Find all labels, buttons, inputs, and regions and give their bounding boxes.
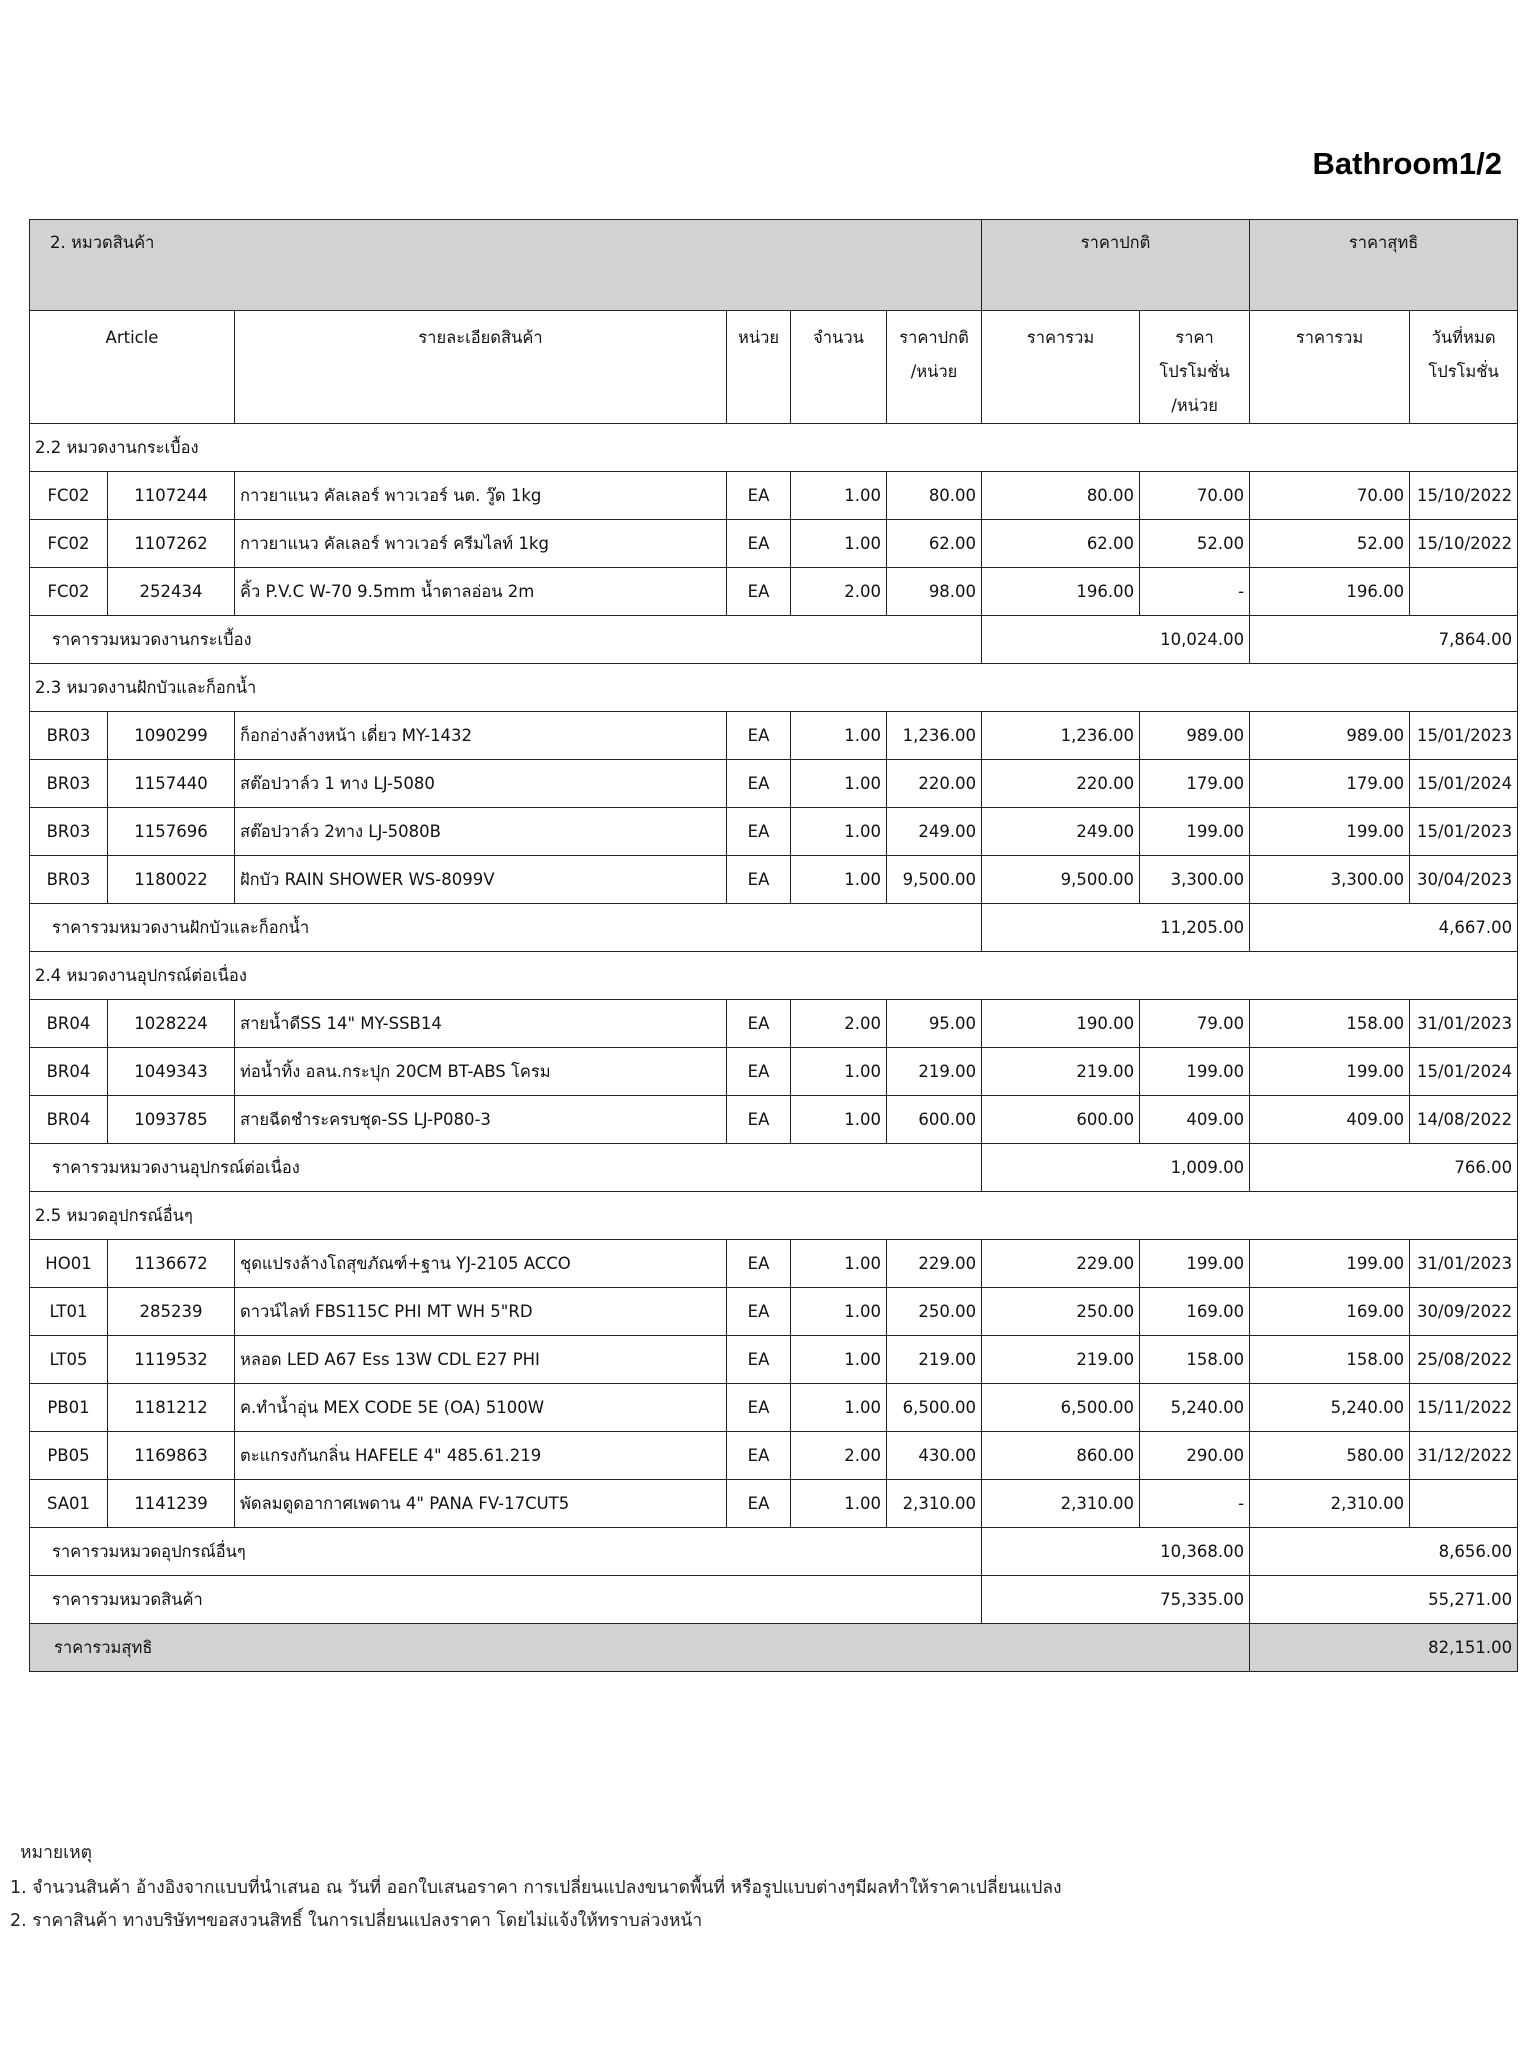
item-promo-total: 989.00 <box>1250 712 1410 760</box>
item-promo-price: 79.00 <box>1140 1000 1250 1048</box>
subtotal-net: 8,656.00 <box>1250 1528 1518 1576</box>
col-unit: หน่วย <box>727 311 791 424</box>
column-header-row <box>30 311 1518 424</box>
item-promo-end-date <box>1410 1480 1518 1528</box>
item-promo-end-date <box>1410 568 1518 616</box>
item-promo-price: - <box>1140 1480 1250 1528</box>
item-total: 2,310.00 <box>982 1480 1140 1528</box>
item-promo-total: 409.00 <box>1250 1096 1410 1144</box>
section-title-row <box>30 424 1518 472</box>
quotation-table <box>29 219 1518 1672</box>
table-row <box>30 1432 1518 1480</box>
item-unit-price: 2,310.00 <box>887 1480 982 1528</box>
item-article: 252434 <box>108 568 235 616</box>
item-quantity: 1.00 <box>791 1096 887 1144</box>
item-article: 1049343 <box>108 1048 235 1096</box>
item-code: BR03 <box>30 712 108 760</box>
item-promo-price: 199.00 <box>1140 1048 1250 1096</box>
item-unit-price: 220.00 <box>887 760 982 808</box>
item-total: 219.00 <box>982 1336 1140 1384</box>
subtotal-normal: 10,024.00 <box>982 616 1250 664</box>
item-code: PB01 <box>30 1384 108 1432</box>
item-description: ค.ทำน้ำอุ่น MEX CODE 5E (OA) 5100W <box>235 1384 727 1432</box>
item-description: ฝักบัว RAIN SHOWER WS-8099V <box>235 856 727 904</box>
item-promo-end-date: 15/01/2023 <box>1410 712 1518 760</box>
item-promo-total: 196.00 <box>1250 568 1410 616</box>
item-quantity: 1.00 <box>791 1288 887 1336</box>
item-unit-price: 430.00 <box>887 1432 982 1480</box>
item-promo-end-date: 31/12/2022 <box>1410 1432 1518 1480</box>
item-promo-total: 70.00 <box>1250 472 1410 520</box>
category-total-row <box>30 1576 1518 1624</box>
item-quantity: 1.00 <box>791 472 887 520</box>
item-promo-end-date: 14/08/2022 <box>1410 1096 1518 1144</box>
item-promo-end-date: 15/01/2024 <box>1410 1048 1518 1096</box>
item-promo-end-date: 15/10/2022 <box>1410 520 1518 568</box>
item-code: FC02 <box>30 568 108 616</box>
item-code: LT05 <box>30 1336 108 1384</box>
grand-total-row <box>30 1624 1518 1672</box>
item-total: 80.00 <box>982 472 1140 520</box>
item-unit: EA <box>727 568 791 616</box>
section-title: 2.3 หมวดงานฝักบัวและก็อกน้ำ <box>30 664 1518 712</box>
section-title-row <box>30 664 1518 712</box>
item-promo-end-date: 15/01/2024 <box>1410 760 1518 808</box>
item-article: 1093785 <box>108 1096 235 1144</box>
col-total: ราคารวม <box>982 311 1140 424</box>
item-description: กาวยาแนว คัลเลอร์ พาวเวอร์ นต. วู๊ด 1kg <box>235 472 727 520</box>
item-unit: EA <box>727 760 791 808</box>
item-promo-price: 5,240.00 <box>1140 1384 1250 1432</box>
item-unit: EA <box>727 856 791 904</box>
subtotal-net: 766.00 <box>1250 1144 1518 1192</box>
normal-price-header: ราคาปกติ <box>982 220 1250 311</box>
section-title: 2.2 หมวดงานกระเบื้อง <box>30 424 1518 472</box>
col-quantity: จำนวน <box>791 311 887 424</box>
item-quantity: 2.00 <box>791 568 887 616</box>
item-code: BR04 <box>30 1048 108 1096</box>
item-promo-total: 158.00 <box>1250 1336 1410 1384</box>
note-line-1: 1. จำนวนสินค้า อ้างอิงจากแบบที่นำเสนอ ณ วันที่ ออกใบเสนอราคา การเปลี่ยนแปลงขนาดพื้นที่ หรือรูปแบบต่างๆมีผลทำให้ราคาเปลี่ยนแปลง <box>10 1878 1062 1898</box>
item-unit: EA <box>727 520 791 568</box>
item-description: คิ้ว P.V.C W-70 9.5mm น้ำตาลอ่อน 2m <box>235 568 727 616</box>
item-description: สายฉีดชำระครบชุด-SS LJ-P080-3 <box>235 1096 727 1144</box>
item-unit: EA <box>727 712 791 760</box>
item-unit-price: 62.00 <box>887 520 982 568</box>
item-description: ท่อน้ำทิ้ง อลน.กระปุก 20CM BT-ABS โครม <box>235 1048 727 1096</box>
item-total: 62.00 <box>982 520 1140 568</box>
page-title: Bathroom1/2 <box>1312 146 1502 181</box>
item-article: 1169863 <box>108 1432 235 1480</box>
section-title: 2.4 หมวดงานอุปกรณ์ต่อเนื่อง <box>30 952 1518 1000</box>
item-total: 220.00 <box>982 760 1140 808</box>
item-promo-price: 199.00 <box>1140 808 1250 856</box>
item-total: 9,500.00 <box>982 856 1140 904</box>
table-row <box>30 1480 1518 1528</box>
col-unit-price: ราคาปกติ /หน่วย <box>887 311 982 424</box>
col-promo-total: ราคารวม <box>1250 311 1410 424</box>
item-promo-total: 169.00 <box>1250 1288 1410 1336</box>
item-description: ตะแกรงกันกลิ่น HAFELE 4" 485.61.219 <box>235 1432 727 1480</box>
item-quantity: 2.00 <box>791 1432 887 1480</box>
item-promo-total: 2,310.00 <box>1250 1480 1410 1528</box>
category-total-net: 55,271.00 <box>1250 1576 1518 1624</box>
item-quantity: 1.00 <box>791 808 887 856</box>
item-article: 1136672 <box>108 1240 235 1288</box>
item-unit-price: 249.00 <box>887 808 982 856</box>
section-title: 2.5 หมวดอุปกรณ์อื่นๆ <box>30 1192 1518 1240</box>
item-unit-price: 250.00 <box>887 1288 982 1336</box>
item-total: 6,500.00 <box>982 1384 1140 1432</box>
item-promo-price: - <box>1140 568 1250 616</box>
item-unit: EA <box>727 1096 791 1144</box>
item-total: 250.00 <box>982 1288 1140 1336</box>
item-promo-price: 989.00 <box>1140 712 1250 760</box>
subtotal-label: ราคารวมหมวดงานกระเบื้อง <box>30 616 982 664</box>
item-total: 600.00 <box>982 1096 1140 1144</box>
item-description: ดาวน์ไลท์ FBS115C PHI MT WH 5"RD <box>235 1288 727 1336</box>
item-quantity: 1.00 <box>791 1336 887 1384</box>
table-header-top <box>30 220 1518 311</box>
item-promo-price: 169.00 <box>1140 1288 1250 1336</box>
item-code: PB05 <box>30 1432 108 1480</box>
item-total: 219.00 <box>982 1048 1140 1096</box>
item-promo-end-date: 25/08/2022 <box>1410 1336 1518 1384</box>
item-promo-price: 290.00 <box>1140 1432 1250 1480</box>
item-description: กาวยาแนว คัลเลอร์ พาวเวอร์ ครีมไลท์ 1kg <box>235 520 727 568</box>
item-code: BR03 <box>30 856 108 904</box>
item-description: พัดลมดูดอากาศเพดาน 4" PANA FV-17CUT5 <box>235 1480 727 1528</box>
item-promo-end-date: 15/10/2022 <box>1410 472 1518 520</box>
item-promo-price: 179.00 <box>1140 760 1250 808</box>
item-promo-total: 179.00 <box>1250 760 1410 808</box>
item-quantity: 2.00 <box>791 1000 887 1048</box>
item-article: 1157440 <box>108 760 235 808</box>
notes-heading: หมายเหตุ <box>20 1843 93 1863</box>
net-price-header: ราคาสุทธิ <box>1250 220 1518 311</box>
item-quantity: 1.00 <box>791 760 887 808</box>
item-promo-end-date: 15/11/2022 <box>1410 1384 1518 1432</box>
item-total: 860.00 <box>982 1432 1140 1480</box>
col-article: Article <box>30 311 235 424</box>
item-quantity: 1.00 <box>791 1384 887 1432</box>
table-row <box>30 1000 1518 1048</box>
item-code: HO01 <box>30 1240 108 1288</box>
item-promo-total: 52.00 <box>1250 520 1410 568</box>
item-promo-price: 409.00 <box>1140 1096 1250 1144</box>
category-total-normal: 75,335.00 <box>982 1576 1250 1624</box>
item-total: 196.00 <box>982 568 1140 616</box>
table-row <box>30 1048 1518 1096</box>
item-promo-end-date: 31/01/2023 <box>1410 1000 1518 1048</box>
item-promo-end-date: 30/09/2022 <box>1410 1288 1518 1336</box>
item-unit: EA <box>727 1384 791 1432</box>
table-row <box>30 760 1518 808</box>
item-quantity: 1.00 <box>791 1048 887 1096</box>
item-code: BR04 <box>30 1096 108 1144</box>
item-unit-price: 6,500.00 <box>887 1384 982 1432</box>
item-promo-end-date: 30/04/2023 <box>1410 856 1518 904</box>
item-unit: EA <box>727 472 791 520</box>
item-promo-end-date: 15/01/2023 <box>1410 808 1518 856</box>
item-unit: EA <box>727 1048 791 1096</box>
note-line-2: 2. ราคาสินค้า ทางบริษัทฯขอสงวนสิทธิ์ ในการเปลี่ยนแปลงราคา โดยไม่แจ้งให้ทราบล่วงหน้า <box>10 1911 703 1931</box>
item-promo-price: 158.00 <box>1140 1336 1250 1384</box>
item-code: FC02 <box>30 520 108 568</box>
subtotal-normal: 1,009.00 <box>982 1144 1250 1192</box>
item-unit-price: 80.00 <box>887 472 982 520</box>
item-total: 249.00 <box>982 808 1140 856</box>
table-row <box>30 856 1518 904</box>
item-promo-total: 3,300.00 <box>1250 856 1410 904</box>
subtotal-net: 4,667.00 <box>1250 904 1518 952</box>
item-unit: EA <box>727 1288 791 1336</box>
item-unit-price: 9,500.00 <box>887 856 982 904</box>
table-row <box>30 1336 1518 1384</box>
item-article: 1090299 <box>108 712 235 760</box>
item-unit-price: 98.00 <box>887 568 982 616</box>
item-article: 1181212 <box>108 1384 235 1432</box>
table-row <box>30 1288 1518 1336</box>
item-description: ชุดแปรงล้างโถสุขภัณฑ์+ฐาน YJ-2105 ACCO <box>235 1240 727 1288</box>
item-total: 229.00 <box>982 1240 1140 1288</box>
category-header: 2. หมวดสินค้า <box>30 220 982 311</box>
item-unit: EA <box>727 1480 791 1528</box>
item-unit: EA <box>727 808 791 856</box>
item-article: 1141239 <box>108 1480 235 1528</box>
grand-total-label: ราคารวมสุทธิ <box>30 1624 1250 1672</box>
item-unit-price: 600.00 <box>887 1096 982 1144</box>
subtotal-label: ราคารวมหมวดอุปกรณ์อื่นๆ <box>30 1528 982 1576</box>
item-code: BR03 <box>30 808 108 856</box>
item-unit: EA <box>727 1240 791 1288</box>
section-title-row <box>30 1192 1518 1240</box>
item-description: สต๊อปวาล์ว 2ทาง LJ-5080B <box>235 808 727 856</box>
item-promo-end-date: 31/01/2023 <box>1410 1240 1518 1288</box>
subtotal-net: 7,864.00 <box>1250 616 1518 664</box>
item-article: 1107244 <box>108 472 235 520</box>
item-total: 1,236.00 <box>982 712 1140 760</box>
item-code: LT01 <box>30 1288 108 1336</box>
subtotal-normal: 10,368.00 <box>982 1528 1250 1576</box>
table-row <box>30 1096 1518 1144</box>
table-row <box>30 712 1518 760</box>
subtotal-label: ราคารวมหมวดงานอุปกรณ์ต่อเนื่อง <box>30 1144 982 1192</box>
item-quantity: 1.00 <box>791 520 887 568</box>
subtotal-normal: 11,205.00 <box>982 904 1250 952</box>
section-subtotal-row <box>30 1144 1518 1192</box>
item-quantity: 1.00 <box>791 1240 887 1288</box>
item-article: 1107262 <box>108 520 235 568</box>
item-unit: EA <box>727 1336 791 1384</box>
subtotal-label: ราคารวมหมวดงานฝักบัวและก็อกน้ำ <box>30 904 982 952</box>
item-unit-price: 1,236.00 <box>887 712 982 760</box>
item-description: สต๊อปวาล์ว 1 ทาง LJ-5080 <box>235 760 727 808</box>
item-promo-total: 199.00 <box>1250 808 1410 856</box>
item-promo-price: 70.00 <box>1140 472 1250 520</box>
table-row <box>30 1384 1518 1432</box>
item-description: ก็อกอ่างล้างหน้า เดี่ยว MY-1432 <box>235 712 727 760</box>
item-article: 285239 <box>108 1288 235 1336</box>
item-promo-total: 5,240.00 <box>1250 1384 1410 1432</box>
item-article: 1028224 <box>108 1000 235 1048</box>
grand-total-value: 82,151.00 <box>1250 1624 1518 1672</box>
item-promo-total: 580.00 <box>1250 1432 1410 1480</box>
item-promo-total: 199.00 <box>1250 1048 1410 1096</box>
item-quantity: 1.00 <box>791 712 887 760</box>
item-code: BR03 <box>30 760 108 808</box>
table-row <box>30 472 1518 520</box>
col-description: รายละเอียดสินค้า <box>235 311 727 424</box>
category-total-label: ราคารวมหมวดสินค้า <box>30 1576 982 1624</box>
col-promo-end-date: วันที่หมด โปรโมชั่น <box>1410 311 1518 424</box>
item-unit: EA <box>727 1432 791 1480</box>
item-promo-total: 158.00 <box>1250 1000 1410 1048</box>
item-promo-price: 3,300.00 <box>1140 856 1250 904</box>
item-promo-price: 52.00 <box>1140 520 1250 568</box>
item-description: หลอด LED A67 Ess 13W CDL E27 PHI <box>235 1336 727 1384</box>
item-unit-price: 219.00 <box>887 1048 982 1096</box>
item-promo-price: 199.00 <box>1140 1240 1250 1288</box>
item-code: FC02 <box>30 472 108 520</box>
section-subtotal-row <box>30 904 1518 952</box>
item-unit: EA <box>727 1000 791 1048</box>
item-promo-total: 199.00 <box>1250 1240 1410 1288</box>
section-subtotal-row <box>30 1528 1518 1576</box>
section-title-row <box>30 952 1518 1000</box>
item-unit-price: 95.00 <box>887 1000 982 1048</box>
col-promo-price: ราคา โปรโมชั่น /หน่วย <box>1140 311 1250 424</box>
item-quantity: 1.00 <box>791 1480 887 1528</box>
item-unit-price: 229.00 <box>887 1240 982 1288</box>
item-quantity: 1.00 <box>791 856 887 904</box>
item-article: 1180022 <box>108 856 235 904</box>
item-code: SA01 <box>30 1480 108 1528</box>
item-article: 1119532 <box>108 1336 235 1384</box>
table-row <box>30 1240 1518 1288</box>
item-code: BR04 <box>30 1000 108 1048</box>
item-total: 190.00 <box>982 1000 1140 1048</box>
item-unit-price: 219.00 <box>887 1336 982 1384</box>
item-description: สายน้ำดีSS 14" MY-SSB14 <box>235 1000 727 1048</box>
table-row <box>30 808 1518 856</box>
item-article: 1157696 <box>108 808 235 856</box>
section-subtotal-row <box>30 616 1518 664</box>
table-row <box>30 520 1518 568</box>
table-row <box>30 568 1518 616</box>
